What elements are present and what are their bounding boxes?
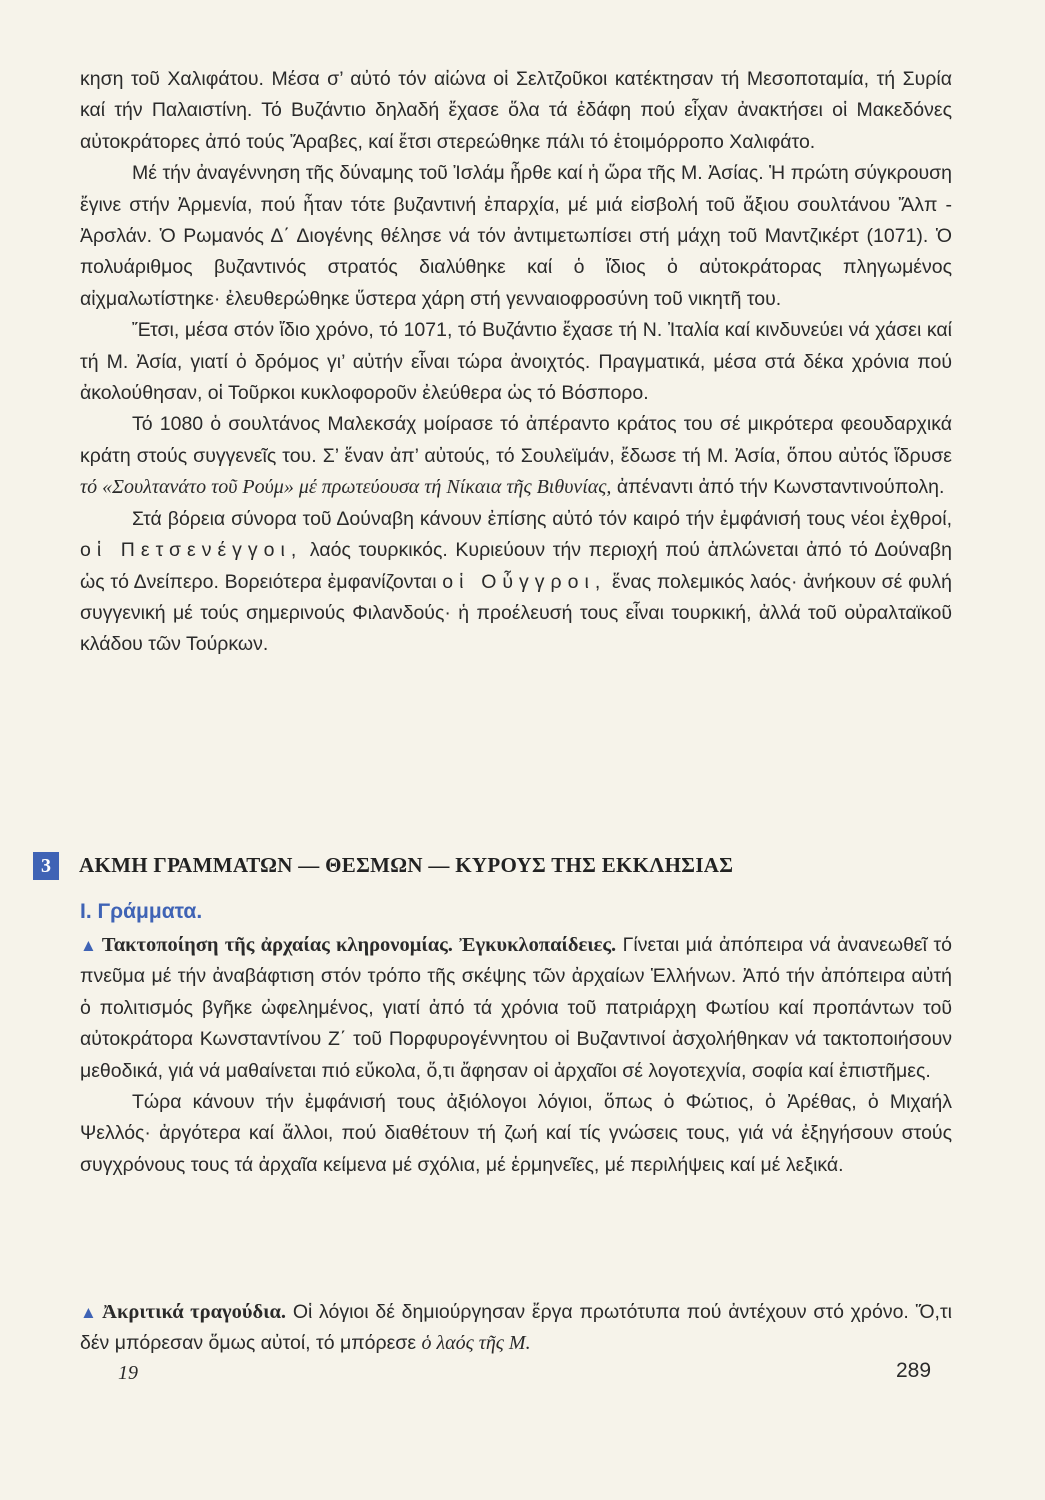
triangle-bullet-icon: ▲ [80,936,98,955]
paragraph-3: Ἔτσι, μέσα στόν ἴδιο χρόνο, τό 1071, τό Βυζάντιο ἔχασε τή Ν. Ἰταλία καί κινδυνεύει νά χάσει καί τή Μ. Ἀσία, γιατί ὁ δρόμος γι’ αὐτήν εἶναι τώρα ἀνοιχτός. Πραγματικά, μέσα στά δέκα χρόνια πού ἀκολούθησαν, οἱ Τοῦρκοι κυκλοφοροῦν ἐλεύθερα ὡς τό Βόσπορο. [80,319,952,405]
topic-2-heading: Ἀκριτικά τραγούδια. [102,1301,287,1323]
topic-1-paragraph: ▲ Τακτοποίηση τῆς ἀρχαίας κληρονομίας. Ἐγκυκλοπαίδειες. Γίνεται μιά ἀπόπειρα νά ἀνανεωθεῖ τό πνεῦμα μέ τήν ἀναβάφτιση στόν τρόπο τῆς σκέψης τῶν ἀρχαίων Ἑλλήνων. Ἀπό τήν ἀπόπειρα αὐτή ὁ πολιτισμός βγῆκε ὠφελημένος, γιατί ἀπό τά χρόνια τοῦ πατριάρχη Φωτίου καί προπάντων τοῦ αὐτοκράτορα Κωνσταντίνου Ζ΄ τοῦ Πορφυρογέννητου οἱ Βυζαντινοί ἀσχολήθηκαν νά τακτοποιήσουν μεθοδικά, γιά νά μαθαίνεται πιό εὔκολα, ὅ,τι ἄφησαν οἱ ἀρχαῖοι σέ λογοτεχνία, σοφία καί ἐπιστῆμες. [80,934,952,1082]
topic-1 [80,930,952,1181]
body-text [80,64,952,661]
topic-1-heading: Τακτοποίηση τῆς ἀρχαίας κληρονομίας. Ἐγκυκλοπαίδειες. [101,934,617,956]
section-title: ΑΚΜΗ ΓΡΑΜΜΑΤΩΝ — ΘΕΣΜΩΝ — ΚΥΡΟΥΣ ΤΗΣ ΕΚΚΛΗΣΙΑΣ [79,853,734,877]
paragraph-2: Μέ τήν ἀναγέννηση τῆς δύναμης τοῦ Ἰσλάμ ἦρθε καί ἡ ὥρα τῆς Μ. Ἀσίας. Ἡ πρώτη σύγκρουση ἔγινε στήν Ἀρμενία, πού ἦταν τότε βυζαντινή ἐπαρχία, μέ μιά εἰσβολή τοῦ ἄξιου σουλτάνου Ἄλπ - Ἀρσλάν. Ὁ Ρωμανός Δ΄ Διογένης θέλησε νά τόν ἀντιμετωπίσει στή μάχη τοῦ Μαντζικέρτ (1071). Ὁ πολυάριθμος βυζαντινός στρατός διαλύθηκε καί ὁ ἴδιος ὁ αὐτοκράτορας πληγωμένος αἰχμαλωτίστηκε· ἐλευθερώθηκε ὕστερα χάρη στή γενναιοφροσύνη τοῦ νικητῆ του. [80,162,952,310]
topic-2 [80,1297,952,1360]
signature-mark: 19 [118,1362,138,1384]
section-heading [33,852,953,882]
paragraph-4: Τό 1080 ὁ σουλτάνος Μαλεκσάχ μοίρασε τό ἀπέραντο κράτος του σέ μικρότερα φεουδαρχικά κράτη στούς συγγενεῖς του. Σ’ ἕναν ἀπ’ αὐτούς, τό Σουλεϊμάν, ἔδωσε τή Μ. Ἀσία, ὅπου αὐτός ἵδρυσε τό «Σουλτανάτο τοῦ Ρούμ» μέ πρωτεύουσα τή Νίκαια τῆς Βιθυνίας, ἀπέναντι ἀπό τήν Κωνσταντινούπολη. [80,413,952,499]
triangle-bullet-icon: ▲ [80,1303,99,1322]
paragraph-5: Στά βόρεια σύνορα τοῦ Δούναβη κάνουν ἐπίσης αὐτό τόν καιρό τήν ἐμφάνισή τους νέοι ἐχθροί, οἱ Πετσενέγγοι, λαός τουρκικός. Κυριεύουν τήν περιοχή πού ἁπλώνεται ἀπό τό Δούναβη ὡς τό Δνείπερο. Βορειότερα ἐμφανίζονται οἱ Οὖγγροι, ἕνας πολεμικός λαός· ἀνήκουν σέ φυλή συγγενική μέ τούς σημερινούς Φιλανδούς· ἡ προέλευσή τους εἶναι τουρκική, ἀλλά τοῦ οὐραλταϊκοῦ κλάδου τῶν Τούρκων. [80,507,953,656]
topic-1-paragraph-2: Τώρα κάνουν τήν ἐμφάνισή τους ἀξιόλογοι λόγιοι, ὅπως ὁ Φώτιος, ὁ Ἀρέθας, ὁ Μιχαήλ Ψελλός· ἀργότερα καί ἄλλοι, πού διαθέτουν τή ζωή καί τίς γνώσεις τους, γιά νά ἐξηγήσουν στούς συγχρόνους τους τά ἀρχαῖα κείμενα μέ σχόλια, μέ ἑρμηνεῖες, μέ περιλήψεις καί μέ λεξικά. [80,1091,952,1176]
paragraph-1: κηση τοῦ Χαλιφάτου. Μέσα σ’ αὐτό τόν αἰώνα οἱ Σελτζοῦκοι κατέκτησαν τή Μεσοποταμία, τή Συρία καί τήν Παλαιστίνη. Τό Βυζάντιο δηλαδή ἔχασε ὅλα τά ἐδάφη πού εἶχαν ἀνακτήσει οἱ Μακεδόνες αὐτοκράτορες ἀπό τούς Ἄραβες, καί ἔτσι στερεώθηκε πάλι τό ἑτοιμόρροπο Χαλιφάτο. [80,68,952,153]
topic-2-paragraph: ▲ Ἀκριτικά τραγούδια. Οἱ λόγιοι δέ δημιούργησαν ἔργα πρωτότυπα πού ἀντέχουν στό χρόνο. Ὅ,τι δέν μπόρεσαν ὅμως αὐτοί, τό μπόρεσε ὁ λαός τῆς Μ. [80,1301,953,1355]
page-number: 289 [896,1359,932,1382]
section-number-badge: 3 [33,852,59,880]
subsection-title: I. Γράμματα. [80,900,203,923]
